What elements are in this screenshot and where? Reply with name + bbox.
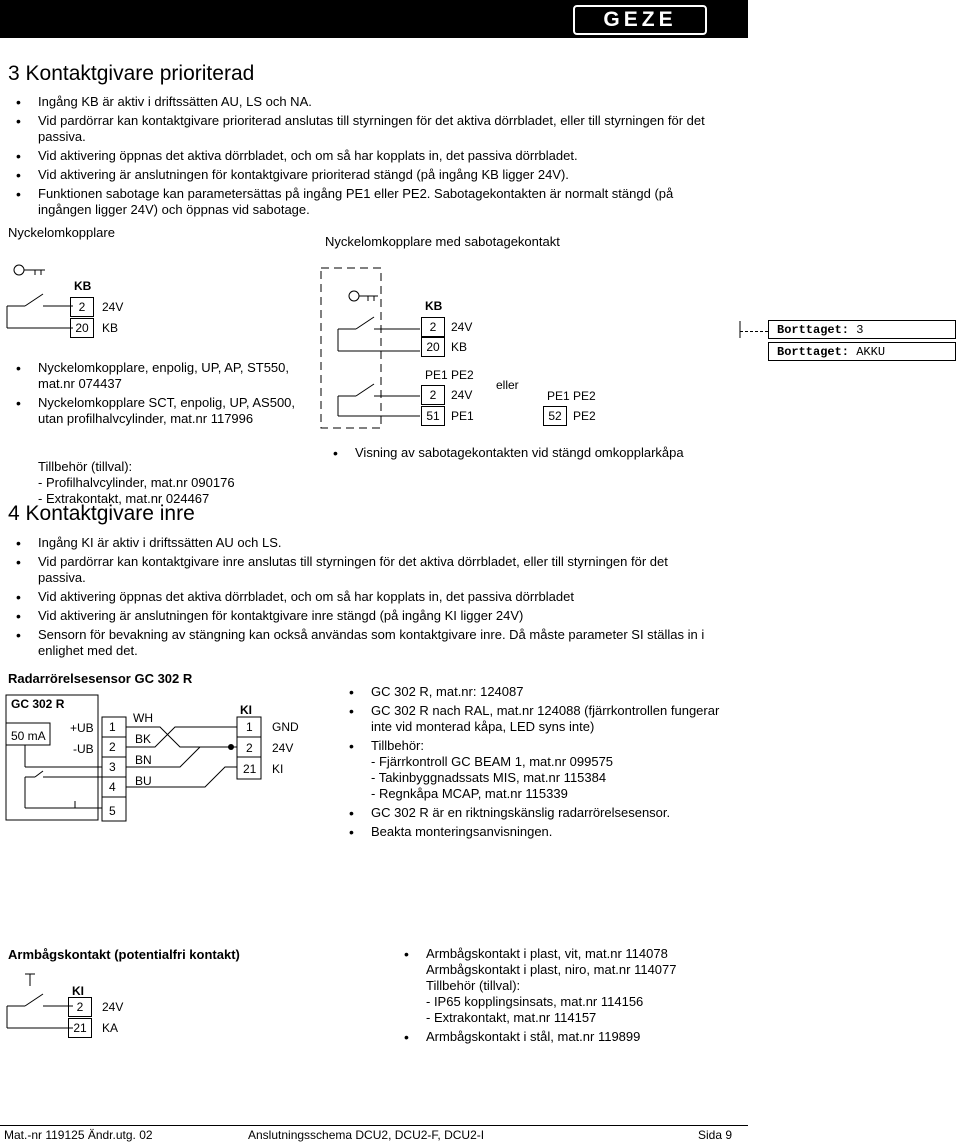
wire-color: BN: [135, 753, 152, 767]
key-switch-list: [8, 360, 308, 430]
terminal-label: KB: [102, 321, 119, 335]
list-item: • GC 302 R, mat.nr: 124087: [341, 684, 731, 700]
pin-number: 5: [109, 804, 116, 818]
accessory-item: - Extrakontakt, mat.nr 024467: [38, 491, 210, 506]
list-item: • Nyckelomkopplare, enpolig, UP, AP, ST550, mat.nr 074437: [8, 360, 308, 392]
terminal-number: 21: [68, 1018, 92, 1038]
pin-number: 1: [109, 720, 116, 734]
terminal-label: KB: [451, 340, 468, 354]
section-4-bullets: [8, 535, 708, 662]
terminal-number: 1: [246, 720, 253, 734]
list-item: • Funktionen sabotage kan parametersättas på ingång PE1 eller PE2. Sabotagekontakten är normalt stängd (på ingången ligger 24V) och öppnas vid sabotage.: [8, 186, 728, 218]
radar-list: [341, 684, 731, 843]
terminal-number: 2: [70, 297, 94, 317]
terminal-number: 2: [421, 385, 445, 405]
deleted-note: [768, 320, 956, 339]
list-item: • Tillbehör: - Fjärrkontroll GC BEAM 1, mat.nr 099575 - Takinbyggnadssats MIS, mat.nr 115384 - Regnkåpa MCAP, mat.nr 115339: [341, 738, 731, 802]
section-3-heading: 3 Kontaktgivare prioriterad: [8, 62, 255, 85]
list-item: • Vid aktivering är anslutningen för kontaktgivare inre stängd (på ingång KI ligger 24V): [8, 608, 708, 624]
list-item: • Ingång KB är aktiv i driftssätten AU, LS och NA.: [8, 94, 728, 110]
terminal-label: 24V: [102, 300, 124, 314]
pin-number: 3: [109, 760, 116, 774]
ki-header: KI: [72, 984, 84, 998]
terminal-label: KA: [102, 1021, 119, 1035]
footer-document-title: Anslutningsschema DCU2, DCU2-F, DCU2-I: [248, 1128, 485, 1142]
list-item: • Armbågskontakt i plast, vit, mat.nr 114078 Armbågskontakt i plast, niro, mat.nr 114077 Tillbehör (tillval): - IP65 kopplingsinsats, mat.nr 114156 - Extrakontakt, mat.nr 114157: [396, 946, 736, 1026]
wire-color: WH: [133, 711, 153, 725]
pe-header-alt: PE1 PE2: [547, 389, 596, 403]
terminal-number: 21: [243, 762, 257, 776]
list-item: • Visning av sabotagekontakten vid stängd omkopplarkåpa: [325, 445, 745, 461]
list-item: • Beakta monteringsanvisningen.: [341, 824, 731, 840]
pin-number: 4: [109, 780, 116, 794]
footer: [0, 1125, 748, 1142]
current-label: 50 mA: [11, 729, 46, 743]
terminal-number: 2: [68, 997, 92, 1017]
ki-header: KI: [240, 703, 252, 717]
accessories: [38, 459, 235, 507]
accessories-title: Tillbehör (tillval):: [38, 459, 133, 474]
terminal-label: KI: [272, 762, 284, 776]
terminal-number: 20: [70, 318, 94, 338]
radar-wiring-diagram: [5, 693, 305, 828]
list-item: • Nyckelomkopplare SCT, enpolig, UP, AS500, utan profilhalvcylinder, mat.nr 117996: [8, 395, 308, 427]
polarity-label: -UB: [73, 742, 94, 756]
section-3-bullets: [8, 94, 728, 221]
armbag-title: Armbågskontakt (potentialfri kontakt): [8, 947, 240, 962]
sabotage-note: [325, 445, 745, 464]
radar-title: Radarrörelsesensor GC 302 R: [8, 671, 193, 686]
polarity-label: +UB: [70, 721, 94, 735]
deleted-note-value: AKKU: [856, 345, 886, 359]
accessory-item: - Profilhalvcylinder, mat.nr 090176: [38, 475, 235, 490]
list-item: • Vid pardörrar kan kontaktgivare prioriterad anslutas till styrningen för det aktiva dörrbladet, eller till styrningen för det passiva.: [8, 113, 728, 145]
terminal-label: 24V: [451, 388, 473, 402]
pin-number: 2: [109, 740, 116, 754]
terminal-label: 24V: [102, 1000, 124, 1014]
kb-header: KB: [74, 279, 92, 293]
section-4-heading: 4 Kontaktgivare inre: [8, 502, 195, 525]
list-item: • GC 302 R är en riktningskänslig radarrörelsesensor.: [341, 805, 731, 821]
terminal-label: GND: [272, 720, 299, 734]
note-connector: [740, 331, 768, 332]
radar-box-title: GC 302 R: [11, 697, 65, 711]
terminal-number: 52: [543, 406, 567, 426]
kb-header: KB: [425, 299, 443, 313]
list-item: • Armbågskontakt i stål, mat.nr 119899: [396, 1029, 736, 1045]
deleted-note-label: Borttaget:: [777, 345, 850, 359]
terminal-label: PE2: [573, 409, 596, 423]
wire-color: BU: [135, 774, 152, 788]
terminal-label: 24V: [272, 741, 294, 755]
terminal-number: 51: [421, 406, 445, 426]
list-item: • Vid aktivering öppnas det aktiva dörrbladet, och om så har kopplats in, det passiva dörrbladet: [8, 589, 708, 605]
list-item: • Ingång KI är aktiv i driftssätten AU och LS.: [8, 535, 708, 551]
terminal-number: 2: [246, 741, 253, 755]
deleted-note: [768, 342, 956, 361]
list-item: • Vid pardörrar kan kontaktgivare inre anslutas till styrningen för det aktiva dörrbladet, eller till styrningen för det passiva.: [8, 554, 708, 586]
wire-color: BK: [135, 732, 152, 746]
list-item: • Vid aktivering öppnas det aktiva dörrbladet, och om så har kopplats in, det passiva dörrbladet.: [8, 148, 728, 164]
deleted-note-label: Borttaget:: [777, 323, 850, 337]
eller-label: eller: [496, 378, 519, 392]
footer-material-number: Mat.-nr 119125 Ändr.utg. 02: [4, 1128, 153, 1142]
left-diagram-title: Nyckelomkopplare: [8, 225, 115, 240]
sabotage-diagram: [320, 266, 760, 436]
list-item: • Vid aktivering är anslutningen för kontaktgivare prioriterad stängd (på ingång KB ligger 24V).: [8, 167, 728, 183]
terminal-label: PE1: [451, 409, 474, 423]
list-item: • Sensorn för bevakning av stängning kan också användas som kontaktgivare inre. Då måste parameter SI ställas in i enlighet med det.: [8, 627, 708, 659]
terminal-label: 24V: [451, 320, 473, 334]
key-switch-diagram: [5, 258, 75, 338]
terminal-number: 2: [421, 317, 445, 337]
armbag-list: [396, 946, 736, 1048]
deleted-note-value: 3: [856, 323, 864, 337]
right-diagram-title: Nyckelomkopplare med sabotagekontakt: [325, 234, 560, 249]
pe-header: PE1 PE2: [425, 368, 474, 382]
list-item: • GC 302 R nach RAL, mat.nr 124088 (fjärrkontrollen fungerar inte vid monterad kåpa, LED syns inte): [341, 703, 731, 735]
footer-page-number: Sida 9: [698, 1128, 733, 1142]
terminal-number: 20: [421, 337, 445, 357]
geze-logo: GEZE: [573, 5, 707, 35]
